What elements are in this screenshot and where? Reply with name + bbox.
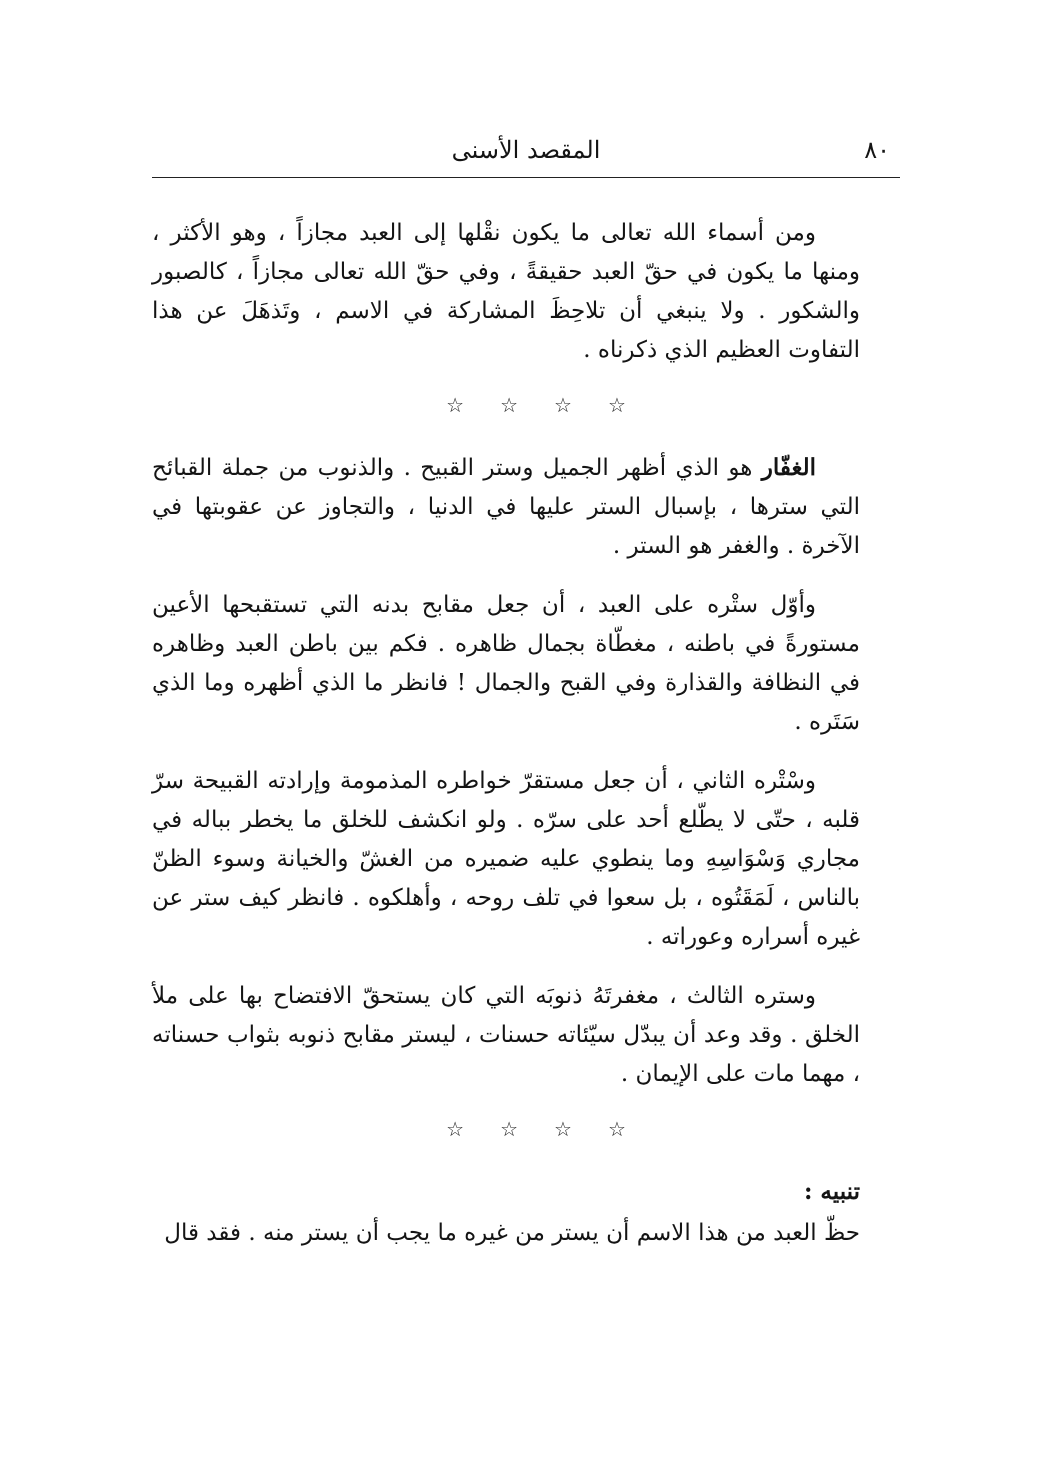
paragraph-note: حظّ العبد من هذا الاسم أن يستر من غيره ما يجب أن يستر منه . فقد قال bbox=[164, 1220, 860, 1246]
star-icon: ☆ bbox=[446, 1117, 465, 1141]
running-title: المقصد الأسنى bbox=[451, 136, 601, 164]
page-header bbox=[152, 134, 900, 174]
star-icon: ☆ bbox=[554, 393, 572, 417]
star-icon: ☆ bbox=[500, 1117, 518, 1141]
section-separator-stars bbox=[152, 1114, 860, 1144]
star-icon: ☆ bbox=[554, 1117, 572, 1141]
entry-definition: هو الذي أظهر الجميل وستر القبيح . والذنوب من جملة القبائح التي سترها ، بإسبال الستر عليها في الدنيا ، والتجاوز عن عقوبتها في الآخرة . والغفر هو الستر . bbox=[152, 455, 860, 559]
star-icon: ☆ bbox=[446, 393, 465, 417]
paragraph-second-covering: وسْتْره الثاني ، أن جعل مستقرّ خواطره المذمومة وإرادته القبيحة سرّ قلبه ، حتّى لا يطّلع أحد على سرّه . ولو انكشف للخلق ما يخطر بباله في مجاري وَسْوَاسِهِ وما ينطوي عليه ضميره من الغشّ والخيانة وسوء الظنّ بالناس ، لَمَقَتُوه ، بل سعوا في تلف روحه ، وأهلكوه . فانظر كيف ستر عن غيره أسراره وعوراته . bbox=[152, 768, 860, 950]
star-icon: ☆ bbox=[607, 1117, 626, 1141]
star-icon: ☆ bbox=[500, 393, 518, 417]
header-divider bbox=[152, 177, 900, 178]
entry-term: الغفّار bbox=[761, 454, 816, 481]
page-body bbox=[152, 214, 860, 1273]
page-number: ٨٠ bbox=[864, 136, 890, 164]
paragraph-names-metaphorical: ومن أسماء الله تعالى ما يكون نقْلها إلى العبد مجازاً ، وهو الأكثر ، ومنها ما يكون في حقّ العبد حقيقةً ، وفي حقّ الله تعالى مجازاً ، كالصبور والشكور . ولا ينبغي أن تلاحِظَ المشاركة في الاسم ، وتَذهَلَ عن هذا التفاوت العظيم الذي ذكرناه . bbox=[152, 220, 860, 363]
note-heading: تنبيه : bbox=[803, 1178, 860, 1205]
section-separator-stars bbox=[152, 390, 860, 420]
star-icon: ☆ bbox=[607, 393, 626, 417]
paragraph-third-covering: وستره الثالث ، مغفرتَهُ ذنوبَه التي كان يستحقّ الافتضاح بها على ملأ الخلق . وقد وعد أن يبدّل سيّئاته حسنات ، ليستر مقابح ذنوبه بثواب حسناته ، مهما مات على الإيمان . bbox=[152, 983, 860, 1087]
paragraph-first-covering: وأوّل ستْره على العبد ، أن جعل مقابح بدنه التي تستقبحها الأعين مستورةً في باطنه ، مغطّاة بجمال ظاهره . فكم بين باطن العبد وظاهره في النظافة والقذارة وفي القبح والجمال ! فانظر ما الذي أظهره وما الذي سَتَره . bbox=[152, 592, 860, 735]
paragraph-al-ghaffar bbox=[152, 448, 860, 566]
